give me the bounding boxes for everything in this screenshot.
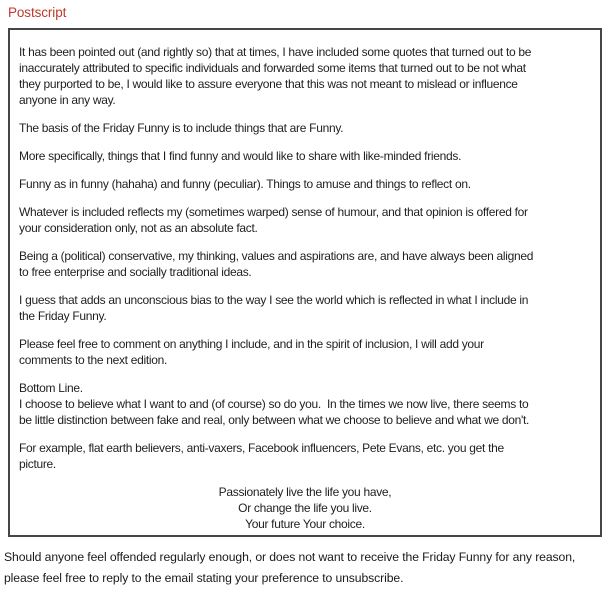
text-line: I guess that adds an unconscious bias to the way I see the world which is reflected in what I include in [19,293,529,307]
text-line: to free enterprise and socially traditional ideas. [19,265,252,279]
text-line: Please feel free to comment on anything I include, and in the spirit of inclusion, I will add your [19,337,484,351]
text-line: Should anyone feel offended regularly enough, or does not want to receive the Friday Funny for any reason, [4,550,576,564]
postscript-label: Postscript [8,5,67,20]
paragraph [19,484,591,532]
text-line: be little distinction between fake and real, only between what we choose to believe and what we don't. [19,413,530,427]
paragraph [19,120,591,136]
text-line: More specifically, things that I find funny and would like to share with like-minded friends. [19,149,462,163]
text-line: I choose to believe what I want to and (of course) so do you. In the times we now live, there seems to [19,397,529,411]
paragraph [19,248,591,280]
text-line: inaccurately attributed to specific individuals and forwarded some items that turned out to be not what [19,61,526,75]
paragraph [19,380,591,428]
paragraph [19,336,591,368]
postscript-box [8,28,602,537]
text-line: The basis of the Friday Funny is to include things that are Funny. [19,121,344,135]
text-line: It has been pointed out (and rightly so) that at times, I have included some quotes that turned out to be [19,45,532,59]
text-line: Bottom Line. [19,381,83,395]
text-line: Passionately live the life you have, [218,485,392,499]
text-line: comments to the next edition. [19,353,168,367]
text-line: picture. [19,457,56,471]
text-line: anyone in any way. [19,93,116,107]
text-line: Whatever is included reflects my (sometimes warped) sense of humour, and that opinion is offered for [19,205,528,219]
paragraph [19,292,591,324]
text-line: Your future Your choice. [245,517,365,531]
text-line: Or change the life you live. [238,501,372,515]
text-line: your consideration only, not as an absolute fact. [19,221,258,235]
text-line: they purported to be, I would like to assure everyone that this was not meant to mislead or influence [19,77,518,91]
paragraph [19,148,591,164]
text-line: Being a (political) conservative, my thinking, values and aspirations are, and have always been aligned [19,249,534,263]
text-line: please feel free to reply to the email stating your preference to unsubscribe. [4,571,404,585]
paragraph [19,176,591,192]
paragraph [19,204,591,236]
paragraph [19,440,591,472]
paragraph [19,44,591,108]
text-line: Funny as in funny (hahaha) and funny (peculiar). Things to amuse and things to reflect on. [19,177,471,191]
text-line: the Friday Funny. [19,309,107,323]
unsubscribe-note [4,547,607,589]
text-line: For example, flat earth believers, anti-vaxers, Facebook influencers, Pete Evans, etc. you get the [19,441,504,455]
